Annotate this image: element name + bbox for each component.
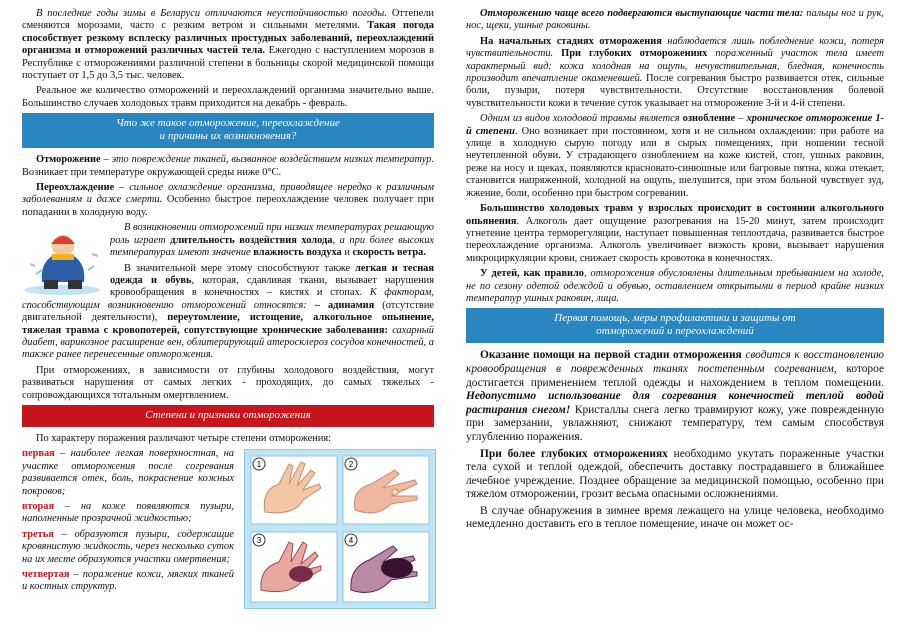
right-column [466,8,884,535]
intro-paragraph-1: В последние годы зимы в Беларуси отличаются неустойчивостью погоды. Оттепели сменяются морозами, часто с резким ветром и сильными метелями. Такая погода способствует резкому всплеску различных простудных заболеваний, переохлаждений организма и отморожений различных частей тела. Ежегодно с наступлением морозов в Республике с отморожениями различной степени в больницы скорой медицинской помощи поступает от 1,5 до 3,5 тыс. человек. [22,8,434,82]
hand-label: 4 [348,535,354,545]
degree-item: вторая – на коже появляются пузыри, наполненные прозрачной жидкостью; [22,501,234,525]
degrees-list [22,448,234,593]
intro-paragraph-2: Реальное же количество отморожений и переохлаждений организма значительно выше. Большинство случаев холодовых травм приходится на декабрь - февраль. [22,85,434,109]
found-person-paragraph: В случае обнаружения в зимнее время лежащего на улице человека, необходимо немедленно доставить его в теплое помещение, иначе он может ос- [466,504,884,531]
cause-paragraph: В возникновении отморожений при низких температурах решающую роль играет длительность воздействия холода, а при более высоких температурах имеют значение влажность воздуха и скорость ветра. [110,222,435,259]
degree-item: четвертая – поражение кожи, мягких тканей и костных структур. [22,569,234,593]
left-column [22,8,434,597]
banner-first-aid: Первая помощь, меры профилактики и защиты от отморожений и переохлаждений [466,308,884,343]
degrees-section [22,433,434,594]
cold-person-illustration [22,224,104,296]
hand-label: 2 [348,459,354,469]
chilblain-paragraph: Одним из видов холодовой травмы является ознобление – хроническое отморожение 1-й степени. Оно возникает при постоянном, хотя и не сильном охлаждении: при работе на улице в холодную сырую погоду или в сырых помещениях, при ношении тесной неутепленной обуви. У страдающего ознoблением на коже кистей, стоп, ушных раковин, реже на носу и щеках, появляются красновато-синюшные или багровые пятна, кожа отекает, становится напряженной, холодной на ощупь, шелушится, при этом больной чувствует зуд, жжение, боли, особенно при быстром согревании. [466,113,885,199]
banner-degrees: Степени и признаки отморожения [22,405,434,427]
depth-paragraph: При отморожениях, в зависимости от глубины холодового воздействия, могут развиваться нарушения от самых легких - проходящих, до самых тяжелых - сопровождающихся тотальным омертвлением. [22,364,434,401]
factors-paragraph: В значительной мере этому способствуют также легкая и тесная одежда и обувь, которая, сдавливая ткани, вызывает нарушения кровообращения в конечностях – кистях и стопах. К факторам, способствующим возникновению отморожений относятся: – адинамия (отсутствие двигательной деятельности), переутомление, истощение, алкогольное опьянение, тяжелая травма с кровопотерей, сопутствующие хронические заболевания: сахарный диабет, варикозное расширение вен, облитерирующий атеросклероз сосудов конечностей, а также ранее перенесенные отморожения. [22,262,434,361]
degree-item: первая – наиболее легкая поверхностная, на участке отморожения после согревания развивается отек, боль, покраснение кожных покровов; [22,448,234,497]
stages-paragraph: На начальных стадиях отморожения наблюдается лишь побледнение кожи, потеря чувствительности. При глубоких отморожениях пораженный участок тела имеет характерный вид: кожа холодная на ощупь, нечувствительная, бледная, конечность производит впечатление окаменевшей. После согревания быстро развивается отек, сильные боли, пузыри, потеря чувствительности. Отсутствие восстановления болевой чувствительности кожи в течение суток указывает на отморожение 3-й и 4-й степени. [466,35,885,109]
alcohol-paragraph: Большинство холодовых травм у взрослых происходит в состоянии алкогольного опьянения. Алкоголь дает ощущение разогревания на 15-20 минут, затем происходит угнетение центра терморегуляции, наступает повышенная теплоотдача, развивается быстрое переохлаждение организма. Алкоголь увеличивает вязкость крови, вызывает нарушения микроциркуляции крови, снижает скорость кровотока в конечностях. [466,203,884,264]
children-paragraph: У детей, как правило, отморожения обусловлены длительным пребыванием на холоде, не по сезону одетой одеждой и обувью, оставлением открытыми в период крайне низких температур ушных раковин, лица. [466,268,884,304]
hand-label: 3 [256,535,262,545]
first-aid-paragraph: Оказание помощи на первой стадии отморожения сводится к восстановлению кровообращения в поврежденных тканях постепенным согреванием, которое достигается применением теплой одежды и нахождением в теплом помещении. Недопустимо использование для согревания конечностей теплой водой растирания снегом! Кристаллы снега легко травмируют кожу, уже поврежденную при замерзании, увлажняют, снижают температуру, тем самым способствуя углублению поражения. [466,349,884,443]
hand-label: 1 [256,459,262,469]
body-parts-paragraph: Отморожению чаще всего подвергаются выступающие части тела: пальцы ног и рук, нос, щеки, ушные раковины. [466,8,884,32]
definition-hypothermia: Переохлаждение – сильное охлаждение организма, приводящее нередко к различным заболеваниям и даже смерти. Особенно быстрое переохлаждение человек получает при попадании в холодную воду. [22,182,434,218]
degrees-intro: По характеру поражения различают четыре степени отморожения: [36,432,332,444]
deep-frostbite-paragraph: При более глубоких отморожениях необходимо укутать пораженные участки тела сухой и теплой одеждой, обеспечить доставку пострадавшего в ближайшее лечебное учреждение. Позднее обращение за медицинской помощью, особенно при тяжелом отморожении, грозит весьма опасными осложнениями. [466,447,884,501]
banner-what-is-frostbite: Что же такое отморожение, переохлаждение и причины их возникновения? [22,113,434,148]
definition-frostbite: Отморожение – это повреждение тканей, вызванное воздействием низких температур. Возникает при температуре окружающей среды ниже 0°С. [22,154,434,178]
degree-item: третья – образуются пузыри, содержащие кровянистую жидкость, через несколько суток на их месте образуются участки омертвения; [22,528,234,565]
frostbite-hands-illustration [244,449,436,609]
